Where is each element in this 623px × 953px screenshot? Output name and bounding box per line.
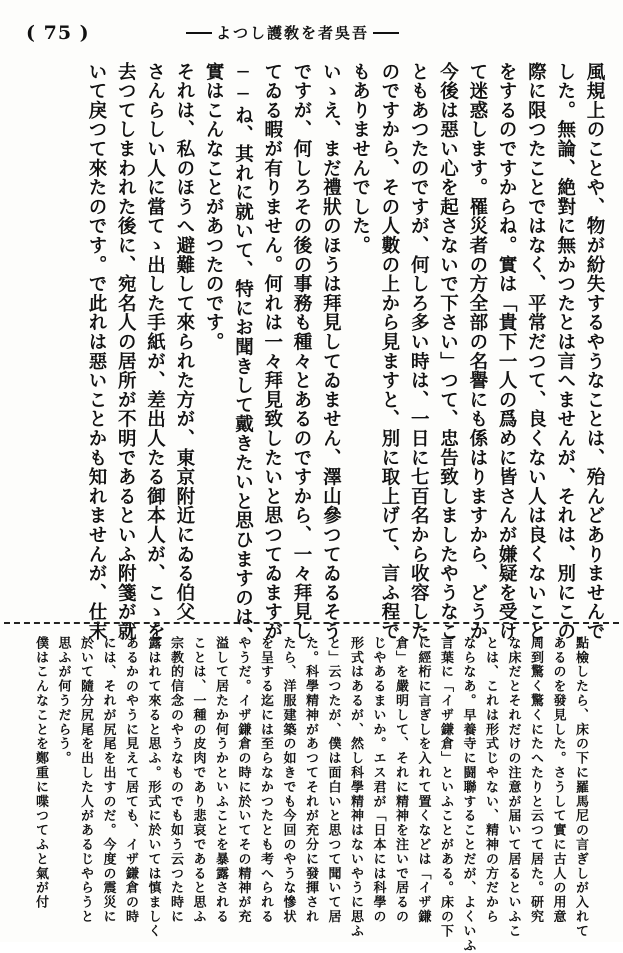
text-column: いて戾つて來たのです。で此れは惡いことかも知れませんが、仕末 — [85, 62, 107, 641]
text-column: 實はこんなことがあつたのです。 — [203, 62, 225, 352]
text-column: 宗教的信念のやうなものでも如う云つた時に — [168, 636, 183, 924]
text-column: 僕はこんなことを鄭重に喋つてふと氣が付 — [33, 636, 48, 910]
text-column: それは、私のほうへ避難して來られた方が、東京附近にゐる伯父 — [173, 62, 195, 622]
text-column: のですから、その人數の上から見ますと、別に取上げて、言ふ程で — [378, 62, 400, 641]
text-column: あるのを發見した。さうして實に古人の用意 — [550, 636, 566, 924]
upper-text-block — [85, 62, 609, 646]
text-column: ──ね、其れに就いて、特にお聞きして戴きたいと思ひますのは、 — [232, 62, 254, 646]
text-column: 風規上のことや、物が紛失するやうなことは、殆んどありませんで — [584, 62, 605, 641]
text-column: たら、洋服建築の如きでも今回のやうな慘状 — [280, 636, 296, 924]
text-column: 倉」を嚴明して、それに精神を注いで居るの — [393, 636, 408, 924]
text-column: やうだ。イザ鎌倉の時に於いてその精神が充 — [235, 636, 251, 924]
text-column: 言葉に「イザ鎌倉」といふことがある。床の下 — [438, 636, 453, 939]
text-column: 思ふが何うだらう。 — [55, 636, 71, 766]
text-column: を呈する迄には至らなかつたとも考へられる — [258, 636, 273, 924]
text-column: て迷惑します。罹災者の方全部の名譽にも係はりますから、どうか — [466, 62, 488, 641]
text-column: 點檢したら、床の下に羅馬尼の言ぎしが入れて — [573, 636, 588, 939]
lower-text-block — [33, 636, 591, 953]
text-column: をするのですからね。實は「貴下一人の爲めに皆さんが嫌疑を受け — [496, 62, 518, 641]
text-column: 去つてしまわれた後に、宛名人の居所が不明であるといふ附箋が就 — [115, 62, 137, 641]
header-rule-right — [373, 32, 399, 34]
text-column: ともあつたのですが、何しろ多い時は、一日に七百名から收容した — [408, 62, 430, 641]
text-column: には、それが尻尾を出すのだ。今度の震災に — [100, 636, 116, 924]
page-number: ( 75 ) — [26, 22, 90, 44]
text-column: ですが、何しろその後の事務も種々とあるのですから、一々拜見し — [291, 62, 313, 641]
text-column: あるかのやうに見えて居ても、イザ鎌倉の時 — [123, 636, 138, 924]
text-column: さんらしい人に當てゝ出した手紙が、差出人たる御本人が、こゝを — [144, 62, 166, 641]
text-column: じやあるまいか。エス君が「日本には科學の — [370, 636, 386, 924]
text-column: 今後は惡い心を起さないで下さい」つて、忠告致しましたやうなこ — [437, 62, 459, 641]
text-column: ことは、一種の皮肉であり悲哀であると思ふ — [190, 636, 206, 924]
text-column: 溢して居たか何うかといふことを暴露される — [213, 636, 228, 924]
text-column: 形式はあるが、然し科學精神はないやうに思ふ — [348, 636, 363, 939]
text-column: した。無論、絶對に無かつたとは言へませんが、それは、別にこの — [554, 62, 576, 641]
section-divider — [4, 622, 619, 624]
text-column: 於いて隨分尻尾を出した人があるじやらうと — [78, 636, 93, 924]
text-column: いゝえ、まだ禮狀のほうは拜見してゐません、澤山參つてゐるそう — [320, 62, 342, 641]
text-column: とは、これは形式じやない、精神の方だから — [483, 636, 498, 924]
header-rule-left — [186, 32, 212, 34]
text-column: 露はれて來ると思ふ。形式に於いては慎ましく — [145, 636, 161, 939]
text-column: 際に限つたことではなく、平常だつて、良くない人は良くないこと — [525, 62, 547, 641]
running-title: よつし護敎を者吳吾 — [216, 24, 370, 42]
text-column: な床だとそれだけの注意が届いて居るといふこ — [505, 636, 521, 939]
text-column: と」云つたが、僕は面白いと思つて聞いて居 — [325, 636, 341, 924]
running-head — [186, 22, 416, 43]
text-column: 周到驚く驚くにたへたりと云つて居た。研究 — [528, 636, 543, 924]
text-column: てゐる暇が有りません。何れは一々拜見致したいと思つてゐますが — [261, 62, 283, 641]
text-column: ならなあ。早養寺に闘聯することだが、よくいふ — [460, 636, 476, 953]
text-column: に經桁に言ぎしを入れて置くなどは「イザ鎌 — [415, 636, 431, 924]
text-column: もありませんでした。 — [349, 62, 371, 255]
text-column: た。科學精神があつてそれが充分に發揮され — [303, 636, 318, 924]
